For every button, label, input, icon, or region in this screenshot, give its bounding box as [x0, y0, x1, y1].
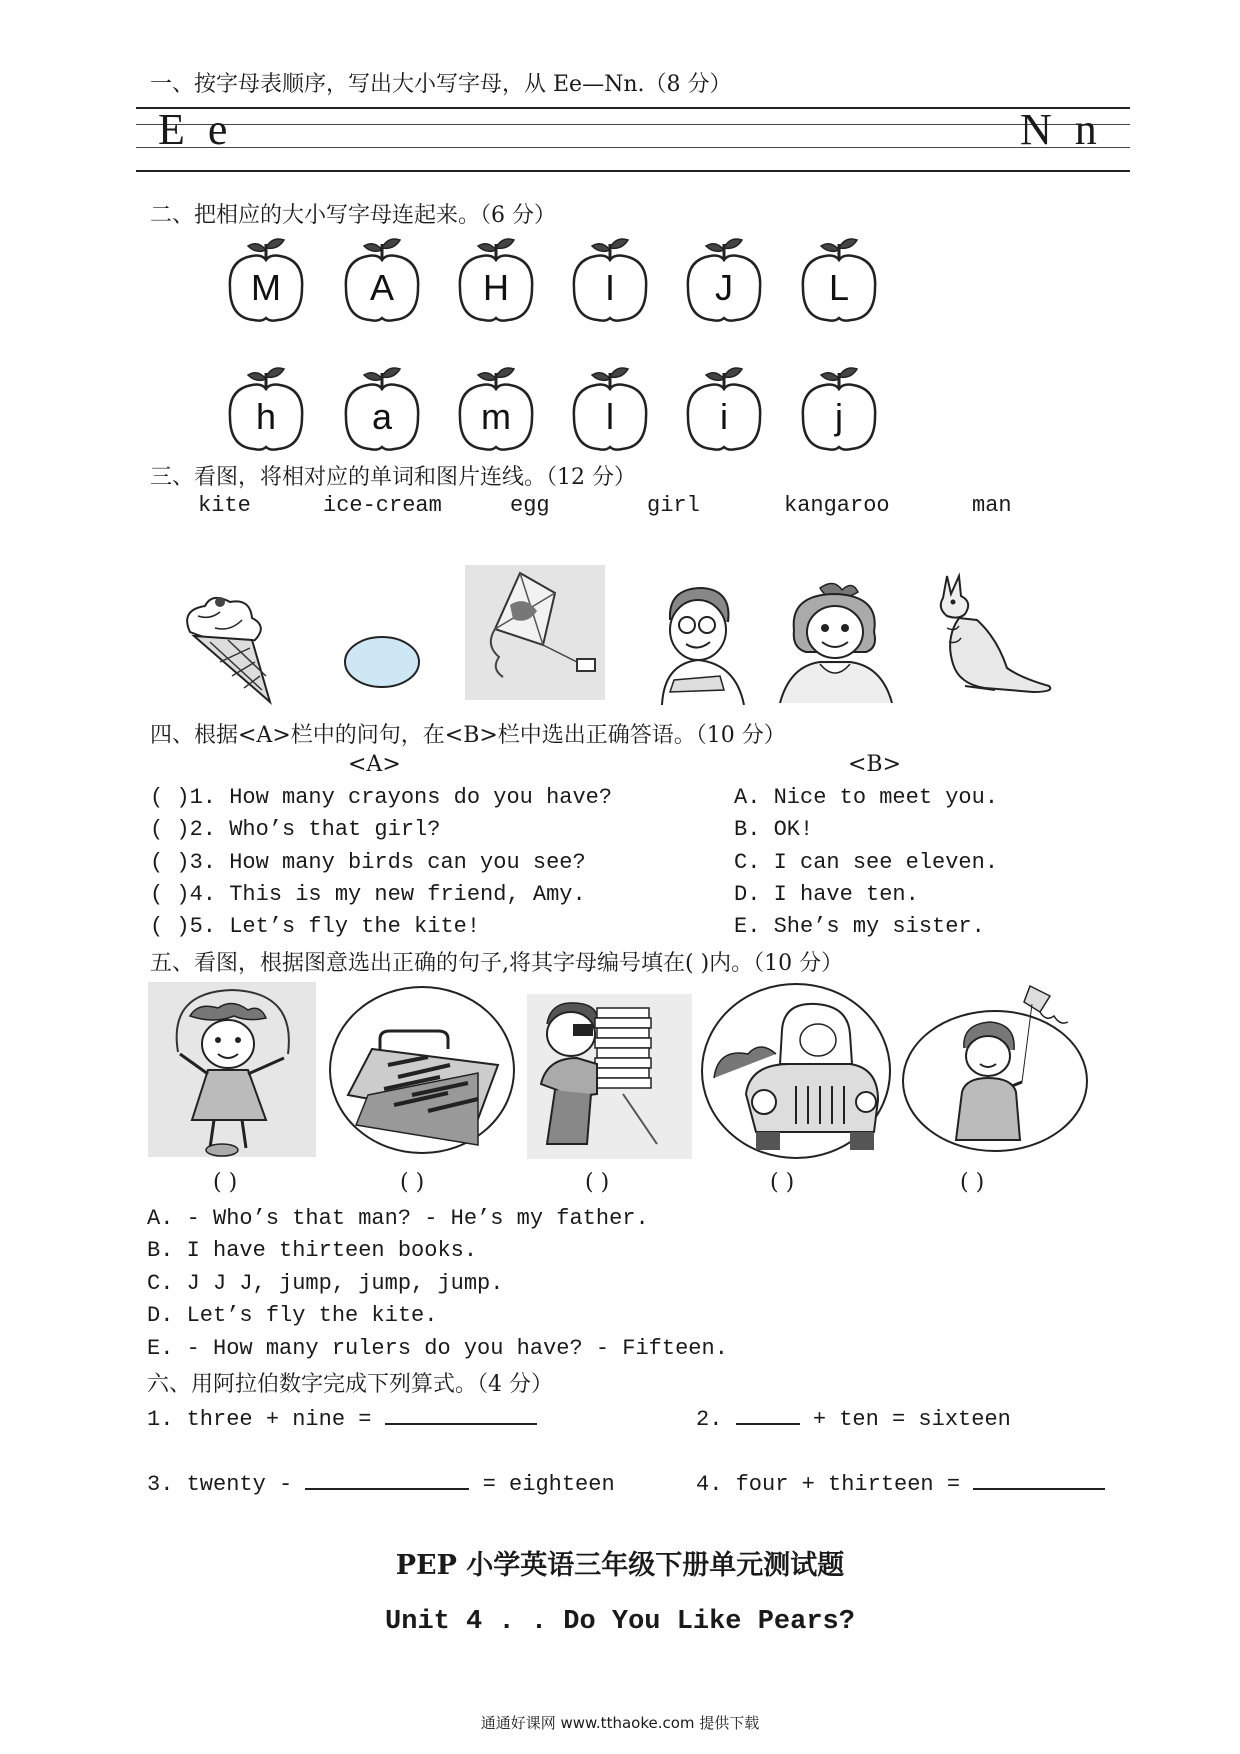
option-e: E. - How many rulers do you have? - Fifteen.: [147, 1336, 728, 1361]
math-question-2-text: + ten = sixteen: [812, 1407, 1011, 1432]
section2-heading: 二、把相应的大小写字母连起来。（6 分）: [150, 203, 556, 228]
uppercase-letter-6: L: [828, 267, 850, 308]
uppercase-letter-5: J: [715, 267, 733, 308]
math-question-3: [147, 1466, 615, 1497]
math-answer-blank-4[interactable]: [973, 1466, 1105, 1490]
page-title: PEP 小学英语三年级下册单元测试题: [395, 1550, 845, 1581]
lowercase-apple-5[interactable]: [680, 365, 768, 453]
math-question-3-text: 3. twenty -: [147, 1472, 293, 1497]
word-kangaroo: kangaroo: [784, 493, 890, 518]
egg-picture: [342, 634, 422, 690]
uppercase-apple-2[interactable]: [338, 236, 426, 324]
writing-line-bottom: [136, 170, 1130, 172]
picture-bracket-4[interactable]: ( ): [770, 1170, 795, 1195]
books-boy-picture: [527, 994, 692, 1159]
kangaroo-picture: [925, 568, 1060, 698]
question-5: ( )5. Let’s fly the kite!: [150, 914, 481, 939]
uppercase-apple-1[interactable]: [222, 236, 310, 324]
lowercase-letter-1: h: [255, 396, 277, 437]
option-c: C. J J J, jump, jump, jump.: [147, 1271, 504, 1296]
math-question-2: [696, 1401, 1011, 1432]
lowercase-apple-2[interactable]: [338, 365, 426, 453]
lowercase-apple-3[interactable]: [452, 365, 540, 453]
question-4: ( )4. This is my new friend, Amy.: [150, 882, 586, 907]
lowercase-letter-6: j: [835, 396, 843, 437]
end-letters: N n: [1020, 105, 1103, 154]
lowercase-letter-5: i: [720, 396, 728, 437]
question-3: ( )3. How many birds can you see?: [150, 850, 586, 875]
column-b-label: <B>: [848, 752, 902, 777]
answer-d: D. I have ten.: [734, 882, 919, 907]
section5-heading: 五、看图，根据图意选出正确的句子,将其字母编号填在( )内。（10 分）: [150, 951, 844, 976]
word-ice-cream: ice-cream: [323, 493, 442, 518]
picture-bracket-1[interactable]: ( ): [213, 1170, 238, 1195]
man-picture: [640, 580, 760, 705]
uppercase-apple-6[interactable]: [795, 236, 883, 324]
question-1: ( )1. How many crayons do you have?: [150, 785, 613, 810]
uppercase-apple-4[interactable]: [566, 236, 654, 324]
section4-heading: 四、根据<A>栏中的问句，在<B>栏中选出正确答语。（10 分）: [150, 723, 786, 748]
math-question-1-text: 1. three + nine =: [147, 1407, 372, 1432]
option-a: A. - Who’s that man? - He’s my father.: [147, 1206, 649, 1231]
lowercase-apple-4[interactable]: [566, 365, 654, 453]
uppercase-apple-5[interactable]: [680, 236, 768, 324]
writing-line-top: [136, 107, 1130, 109]
picture-bracket-2[interactable]: ( ): [400, 1170, 425, 1195]
option-d: D. Let’s fly the kite.: [147, 1303, 438, 1328]
uppercase-letter-1: M: [251, 267, 281, 308]
answer-b: B. OK!: [734, 817, 814, 842]
word-girl: girl: [647, 493, 700, 518]
lowercase-letter-2: a: [371, 396, 393, 437]
jump-rope-girl-picture: [148, 982, 316, 1157]
writing-line-base: [136, 147, 1130, 148]
math-answer-blank-1[interactable]: [385, 1401, 537, 1425]
answer-c: C. I can see eleven.: [734, 850, 999, 875]
picture-bracket-5[interactable]: ( ): [960, 1170, 985, 1195]
section1-heading: 一、按字母表顺序，写出大小写字母，从 Ee—Nn.（8 分）: [150, 72, 732, 97]
start-letters: E e: [158, 105, 234, 154]
math-question-4-text: 4. four + thirteen =: [696, 1472, 961, 1497]
unit-subtitle: Unit 4 . . Do You Like Pears?: [385, 1607, 855, 1637]
uppercase-letter-2: A: [369, 267, 395, 308]
math-question-1: [147, 1401, 537, 1432]
uppercase-letter-4: I: [604, 267, 616, 308]
girl-picture: [770, 578, 900, 703]
math-question-4: [696, 1466, 1105, 1497]
word-man: man: [972, 493, 1012, 518]
car-father-picture: [700, 982, 892, 1160]
math-question-3-result: = eighteen: [482, 1472, 615, 1497]
word-egg: egg: [510, 493, 550, 518]
uppercase-letter-3: H: [483, 267, 509, 308]
ice-cream-picture: [170, 590, 280, 705]
answer-e: E. She’s my sister.: [734, 914, 985, 939]
answer-a: A. Nice to meet you.: [734, 785, 999, 810]
lowercase-letter-4: l: [606, 396, 614, 437]
footer-credit: 通通好课网 www.tthaoke.com 提供下载: [480, 1714, 760, 1732]
picture-bracket-3[interactable]: ( ): [585, 1170, 610, 1195]
section3-heading: 三、看图，将相对应的单词和图片连线。（12 分）: [150, 465, 636, 490]
question-2: ( )2. Who’s that girl?: [150, 817, 441, 842]
rulers-picture: [328, 985, 516, 1155]
math-answer-blank-2[interactable]: [736, 1401, 800, 1425]
writing-line-mid: [136, 124, 1130, 125]
lowercase-apple-1[interactable]: [222, 365, 310, 453]
lowercase-letter-3: m: [481, 396, 511, 437]
column-a-label: <A>: [348, 752, 401, 777]
math-question-2-number: 2.: [696, 1407, 723, 1432]
section6-heading: 六、用阿拉伯数字完成下列算式。（4 分）: [147, 1372, 553, 1397]
kite-girl-picture: [900, 982, 1090, 1152]
option-b: B. I have thirteen books.: [147, 1238, 478, 1263]
math-answer-blank-3[interactable]: [305, 1466, 469, 1490]
uppercase-apple-3[interactable]: [452, 236, 540, 324]
kite-picture: [465, 565, 605, 700]
word-kite: kite: [198, 493, 251, 518]
lowercase-apple-6[interactable]: [795, 365, 883, 453]
